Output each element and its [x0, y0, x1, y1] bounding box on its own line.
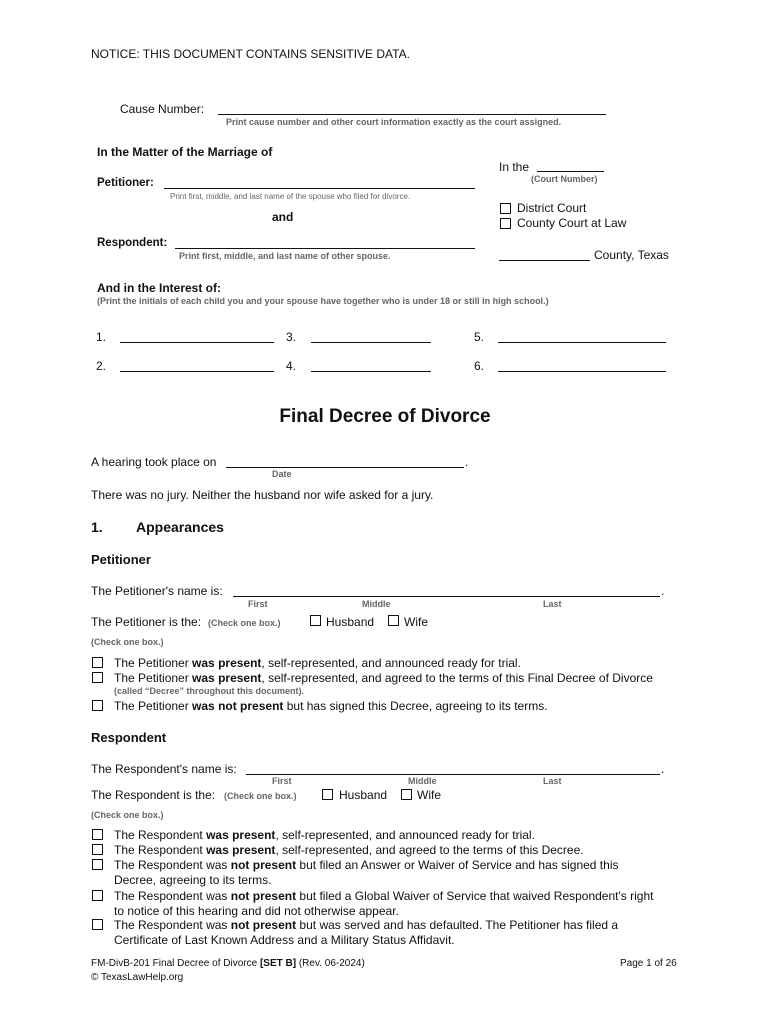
footer-form-id: FM-DivB-201 Final Decree of Divorce [SET B] (Rev. 06-2024): [91, 958, 365, 969]
respondent-answer-waiver-cont: Decree, agreeing to its terms.: [114, 873, 272, 887]
petitioner-name-label: The Petitioner's name is:: [91, 584, 223, 598]
child-number-6: 6.: [474, 359, 485, 373]
respondent-husband-label: Husband: [339, 788, 388, 802]
court-number-hint: (Court Number): [531, 174, 598, 184]
petitioner-name-period: .: [661, 584, 665, 598]
document-title: Final Decree of Divorce: [279, 406, 491, 427]
respondent-answer-waiver-checkbox[interactable]: [92, 859, 103, 870]
respondent-label: Respondent:: [97, 237, 168, 249]
respondent-hint: Print first, middle, and last name of other spouse.: [179, 251, 391, 261]
petitioner-check-one: (Check one box.): [91, 637, 164, 647]
court-number-field[interactable]: [537, 171, 604, 172]
petitioner-heading: Petitioner: [91, 552, 151, 567]
respondent-defaulted-text: The Respondent was not present but was served and has defaulted. The Petitioner has filed a: [114, 918, 619, 932]
and-label: and: [272, 210, 294, 224]
petitioner-last-hint: Last: [543, 599, 562, 609]
petitioner-label: Petitioner:: [97, 177, 154, 189]
respondent-global-waiver-checkbox[interactable]: [92, 890, 103, 901]
respondent-check-one: (Check one box.): [91, 810, 164, 820]
hearing-date-field[interactable]: [226, 467, 464, 468]
respondent-defaulted-checkbox[interactable]: [92, 919, 103, 930]
decree-definition-note: (called “Decree” throughout this document).: [114, 686, 305, 696]
respondent-wife-label: Wife: [417, 788, 441, 802]
child-initials-field-6[interactable]: [498, 371, 666, 372]
jury-statement: There was no jury. Neither the husband nor wife asked for a jury.: [91, 488, 434, 502]
petitioner-not-present-text: The Petitioner was not present but has signed this Decree, agreeing to its terms.: [114, 699, 548, 713]
petitioner-present-ready-text: The Petitioner was present, self-represented, and announced ready for trial.: [114, 656, 521, 670]
respondent-present-agreed-checkbox[interactable]: [92, 844, 103, 855]
respondent-check-one-inline: (Check one box.): [224, 791, 297, 801]
cause-number-field[interactable]: [218, 114, 606, 115]
respondent-present-ready-checkbox[interactable]: [92, 829, 103, 840]
child-number-2: 2.: [96, 359, 107, 373]
county-court-label: County Court at Law: [517, 216, 627, 230]
child-number-5: 5.: [474, 330, 485, 344]
child-number-1: 1.: [96, 330, 107, 344]
petitioner-middle-hint: Middle: [362, 599, 391, 609]
petitioner-check-one-inline: (Check one box.): [208, 618, 281, 628]
child-number-3: 3.: [286, 330, 297, 344]
section-number: 1.: [91, 519, 103, 535]
child-initials-field-1[interactable]: [120, 342, 274, 343]
footer-page-number: Page 1 of 26: [620, 958, 677, 969]
respondent-first-hint: First: [272, 776, 292, 786]
respondent-present-agreed-text: The Respondent was present, self-represented, and agreed to the terms of this Decree.: [114, 843, 584, 857]
cause-number-hint: Print cause number and other court information exactly as the court assigned.: [226, 117, 562, 127]
child-initials-field-4[interactable]: [311, 371, 431, 372]
respondent-heading: Respondent: [91, 730, 167, 745]
respondent-husband-checkbox[interactable]: [322, 789, 333, 800]
petitioner-present-ready-checkbox[interactable]: [92, 657, 103, 668]
respondent-global-waiver-text: The Respondent was not present but filed a Global Waiver of Service that waived Respondent's right: [114, 889, 654, 903]
respondent-defaulted-cont: Certificate of Last Known Address and a Military Status Affidavit.: [114, 933, 455, 947]
respondent-name-field[interactable]: [175, 248, 475, 249]
petitioner-husband-checkbox[interactable]: [310, 615, 321, 626]
petitioner-wife-label: Wife: [404, 615, 428, 629]
sensitive-data-notice: NOTICE: THIS DOCUMENT CONTAINS SENSITIVE DATA.: [91, 47, 410, 61]
respondent-wife-checkbox[interactable]: [401, 789, 412, 800]
county-texas-label: County, Texas: [594, 248, 669, 262]
hearing-date-hint: Date: [272, 469, 292, 479]
matter-heading: In the Matter of the Marriage of: [97, 145, 273, 159]
footer-copyright: © TexasLawHelp.org: [91, 972, 184, 983]
petitioner-present-agreed-checkbox[interactable]: [92, 672, 103, 683]
district-court-checkbox[interactable]: [500, 203, 511, 214]
petitioner-husband-label: Husband: [326, 615, 375, 629]
petitioner-is-the-label: The Petitioner is the:: [91, 615, 202, 629]
interest-heading: And in the Interest of:: [97, 281, 221, 295]
respondent-full-name-field[interactable]: [246, 774, 660, 775]
interest-hint: (Print the initials of each child you and your spouse have together who is under 18 or still in high school.): [97, 296, 549, 306]
petitioner-present-agreed-text: The Petitioner was present, self-represented, and agreed to the terms of this Final Decree of Divorce: [114, 671, 653, 685]
respondent-global-waiver-cont: to notice of this hearing and did not otherwise appear.: [114, 904, 399, 918]
section-title: Appearances: [136, 519, 224, 535]
hearing-label: A hearing took place on: [91, 455, 217, 469]
petitioner-full-name-field[interactable]: [233, 596, 660, 597]
respondent-answer-waiver-text: The Respondent was not present but filed an Answer or Waiver of Service and has signed this: [114, 858, 619, 872]
child-initials-field-3[interactable]: [311, 342, 431, 343]
petitioner-first-hint: First: [248, 599, 268, 609]
county-name-field[interactable]: [499, 260, 590, 261]
cause-number-label: Cause Number:: [120, 102, 205, 116]
petitioner-name-field[interactable]: [164, 188, 475, 189]
child-number-4: 4.: [286, 359, 297, 373]
hearing-period: .: [465, 455, 469, 469]
respondent-present-ready-text: The Respondent was present, self-represented, and announced ready for trial.: [114, 828, 535, 842]
district-court-label: District Court: [517, 201, 587, 215]
child-initials-field-5[interactable]: [498, 342, 666, 343]
petitioner-wife-checkbox[interactable]: [388, 615, 399, 626]
respondent-is-the-label: The Respondent is the:: [91, 788, 216, 802]
child-initials-field-2[interactable]: [120, 371, 274, 372]
respondent-middle-hint: Middle: [408, 776, 437, 786]
county-court-checkbox[interactable]: [500, 218, 511, 229]
respondent-last-hint: Last: [543, 776, 562, 786]
in-the-label: In the: [499, 160, 530, 174]
petitioner-not-present-checkbox[interactable]: [92, 700, 103, 711]
respondent-name-label: The Respondent's name is:: [91, 762, 237, 776]
petitioner-hint: Print first, middle, and last name of the spouse who filed for divorce.: [170, 192, 411, 201]
respondent-name-period: .: [661, 762, 665, 776]
